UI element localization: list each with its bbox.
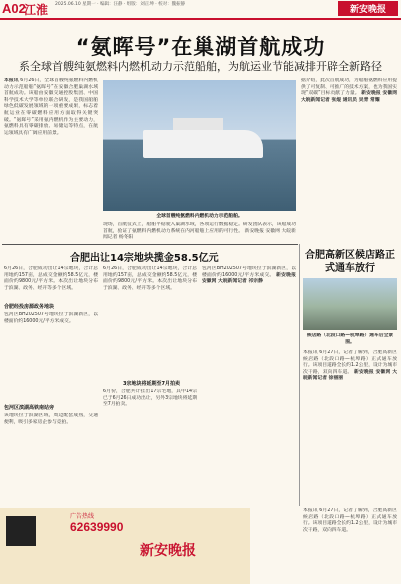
- qr-code: [6, 516, 36, 546]
- right-text: 据介绍，此次首航成功，为船舶氨燃料应用提供了可复制、可推广的技术方案，也为我国实现“双碳”目标贡献了力量。: [301, 78, 397, 97]
- article3-body: [303, 350, 397, 500]
- article2-col3-text: 包河区BH202507号地块位于滨湖新区，以楼面价约16000元/平方米成交。: [202, 266, 296, 278]
- main-headline: “氨晖号”在巢湖首航成功: [75, 35, 326, 59]
- article1-lead: [4, 78, 98, 235]
- middle-text: 现场，首航仪式上，船舶平稳驶入巢湖水域，各项运行数据稳定。研发团队表示，该船成功首航，验证了氨燃料内燃机动力系统在内河船舶上应用的可行性。: [103, 222, 296, 234]
- bottom-right-text: 本报讯 6月27日，记者了解到，合肥高新区候店路（北段口路—杭埠路）正式通车放行。该项目道路全长约1.2公里，设计为城市次干路，双向四车道。: [303, 508, 397, 533]
- ad-phone: 62639990: [70, 520, 124, 534]
- article2-sub3-text: 6月份，合肥共计挂出17宗宅地，其中14宗已于6月26日成功出让，另外3宗地块将延期至7月拍卖。: [103, 389, 197, 408]
- ship-hull: [143, 130, 263, 158]
- lead-text: 6月26日，全球首艘纯氨燃料内燃机动力示范船舶“氨晖号”在安徽合肥巢湖水域首航成功。该船由安徽交通控股集团、中国科学技术大学等单位联合研发，是我国船舶绿色低碳发展领域的一项重要成果，标志着航运业在零碳燃料应用方面取得关键突破。“氨晖号”采用氨内燃机作为主要动力，氨燃料具有零碳排放、易储运等特点，在航运领域具有广阔应用前景。: [4, 78, 98, 136]
- article2-sub1: 合肥经投房源政务地块: [4, 304, 55, 310]
- column-divider: [299, 244, 300, 506]
- article1-middle: [103, 222, 296, 240]
- article2-col2: 6月26日，合肥成功出让14宗地块，合计总用地约157亩，总成交金额约58.5亿元，楼面价约9800元/平方米。本次出让地块分布于滨湖、政务、经开等多个区域。: [103, 266, 197, 291]
- right-byline: 新安晚报 安徽网 大皖新闻记者 张焜 通讯员 吴青 常耀: [301, 91, 397, 103]
- article1-right: [301, 78, 397, 242]
- article3-byline: 新安晚报 安徽网 大皖新闻记者 徐丽丽: [303, 369, 397, 382]
- newspaper-logo: 新安晚报: [338, 1, 398, 16]
- article2-byline: 新安晚报 安徽网 大皖新闻记者 祁宗静: [202, 272, 296, 285]
- middle-byline: 新安晚报 安徽网 大皖新闻记者 杨冬阳: [103, 228, 296, 240]
- page-code: A02: [2, 1, 26, 16]
- divider: [2, 244, 298, 245]
- article2-lead: 6月26日，合肥成功出让14宗地块，合计总用地约157亩，总成交金额约58.5亿元，楼面价约9800元/平方米。本次出让地块分布于滨湖、政务、经开等多个区域。: [4, 266, 98, 291]
- article2-sub1-text: 包河区BH202507号地块位于滨湖新区，以楼面价约16000元/平方米成交。: [4, 312, 98, 324]
- ad-brand: 新安晚报: [140, 543, 196, 559]
- road-photo: [303, 278, 397, 330]
- article3-text: 本报讯 6月27日，记者了解到，合肥高新区候店路（北段口路—杭埠路）正式通车放行。该项目道路全长约1.2公里，设计为城市次干路，双向四车道。: [303, 350, 397, 375]
- main-subhead: 系全球首艘纯氨燃料内燃机动力示范船舶，为航运业节能减排开辟全新路径: [19, 60, 382, 73]
- lead-byline: 本报讯: [4, 78, 19, 83]
- header-meta: 2025.06.10 星期一 · 编辑：汪静 · 组版：刘正坤 · 校对：魏振静: [55, 2, 186, 7]
- article2-col3: [202, 266, 296, 503]
- article2-sub3: 3宗地块将延期至7月拍卖: [123, 381, 180, 387]
- ad-slogan: 广告热线: [70, 513, 95, 520]
- advertisement: [0, 508, 250, 584]
- ship-photo: [103, 80, 296, 211]
- photo-caption: 全球首艘纯氨燃料内燃机动力示范船舶。: [156, 214, 243, 219]
- article3-caption: 候店路（北段口路—杭埠路）通车后全景图。: [306, 333, 394, 345]
- article2-sub2-text: 该地块位于滨湖区域，周边配套成熟，交通便利，吸引多家房企参与竞拍。: [4, 413, 98, 425]
- article2-sub2: 包河区滨湖高铁南站旁: [4, 405, 55, 411]
- article3-title: 合肥高新区候店路正式通车放行: [305, 250, 395, 274]
- section-name: 江淮: [24, 3, 49, 17]
- header-rule: [0, 18, 401, 20]
- article2-title: 合肥出让14宗地块揽金58.5亿元: [70, 253, 219, 264]
